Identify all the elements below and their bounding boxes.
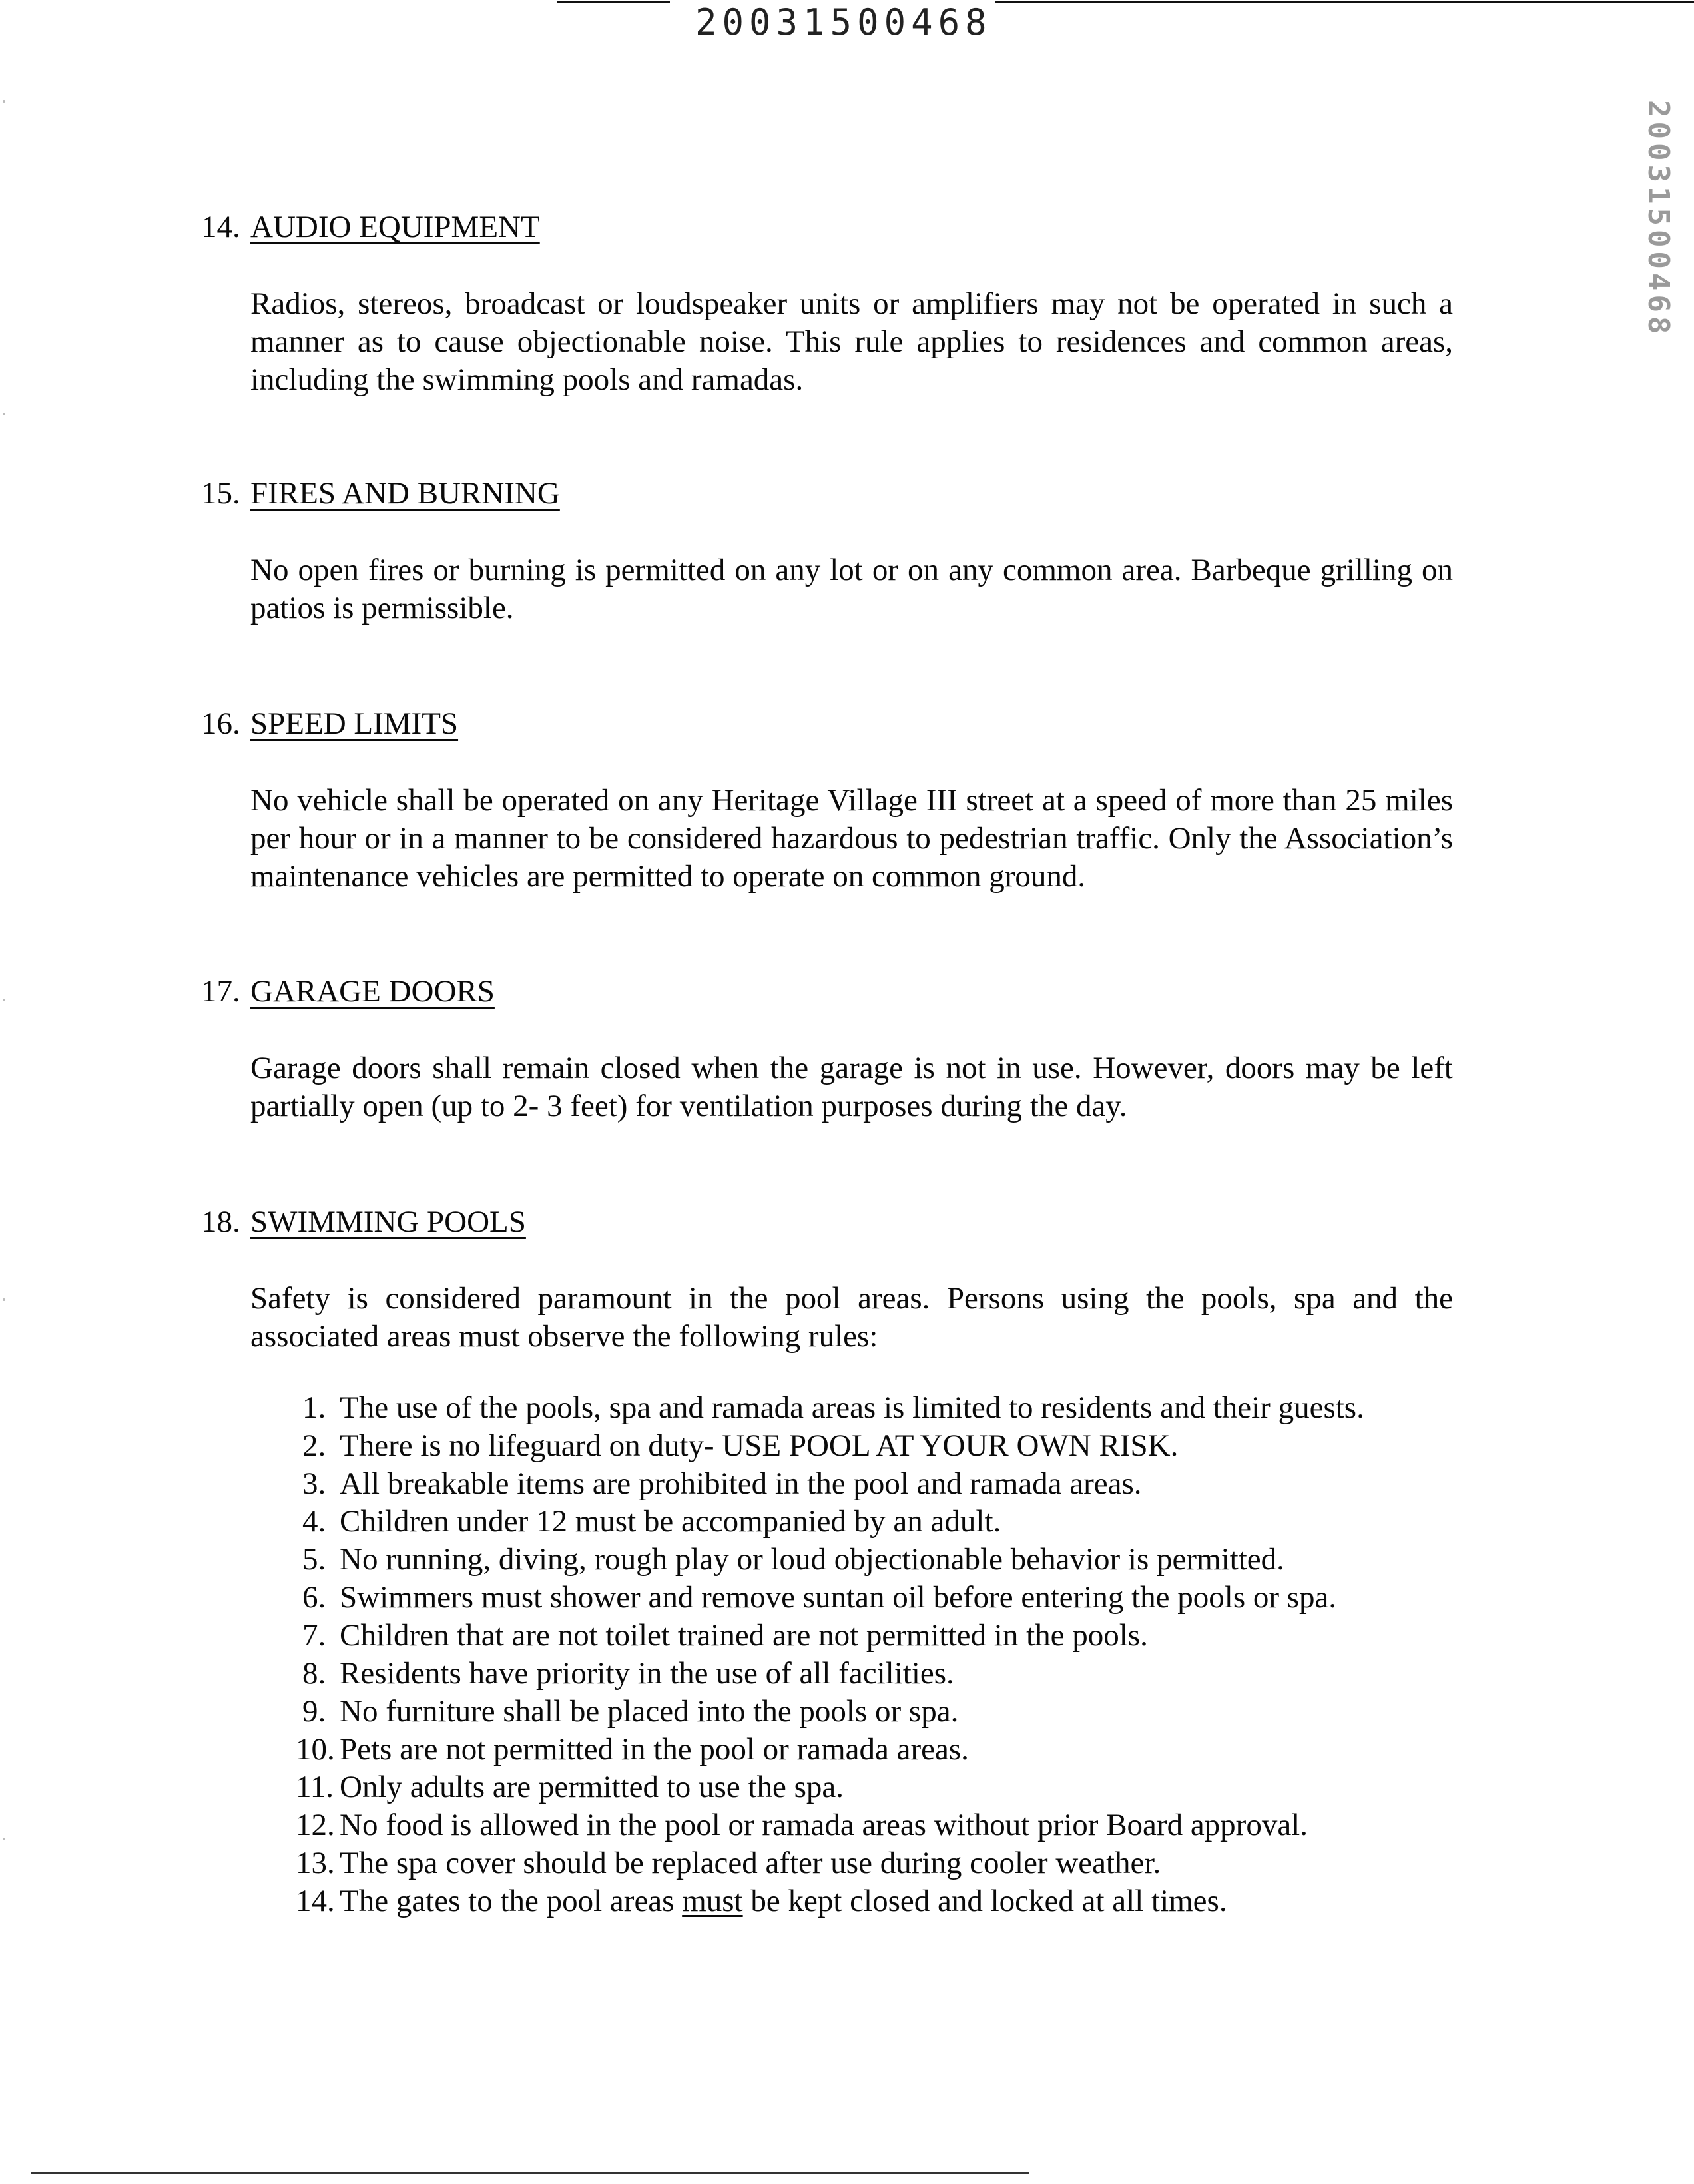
- rule-text: No food is allowed in the pool or ramada areas without prior Board approval.: [340, 1808, 1308, 1842]
- rule-number: 12.: [296, 1808, 335, 1842]
- scan-speck: [3, 100, 5, 103]
- section-fires-and-burning: [201, 474, 1453, 627]
- section-number: 16.: [201, 706, 240, 741]
- rule-number: 11.: [296, 1770, 334, 1804]
- list-item: [296, 1579, 1453, 1617]
- section-number: 14.: [201, 210, 240, 244]
- section-number: 15.: [201, 476, 240, 511]
- section-title: SPEED LIMITS: [250, 706, 459, 741]
- rule-number: 7.: [302, 1618, 326, 1653]
- section-title: SWIMMING POOLS: [250, 1205, 526, 1239]
- section-title: GARAGE DOORS: [250, 974, 495, 1009]
- list-item: [296, 1844, 1453, 1882]
- document-number: 20031500468: [695, 1, 992, 43]
- rule-number: 3.: [302, 1466, 326, 1501]
- scan-speck: [3, 999, 5, 1001]
- pool-rules-list: [296, 1389, 1453, 1920]
- list-item: [296, 1655, 1453, 1693]
- list-item: [296, 1617, 1453, 1655]
- list-item: [296, 1427, 1453, 1465]
- rule-text: The use of the pools, spa and ramada areas is limited to residents and their guests.: [340, 1390, 1364, 1425]
- rule-text: The spa cover should be replaced after use during cooler weather.: [340, 1846, 1161, 1880]
- section-body: Safety is considered paramount in the pool areas. Persons using the pools, spa and the associated areas must observe the following rules:: [250, 1281, 1453, 1354]
- section-garage-doors: [201, 972, 1453, 1125]
- rule-text: Swimmers must shower and remove suntan oil before entering the pools or spa.: [340, 1580, 1337, 1615]
- section-number: 18.: [201, 1205, 240, 1239]
- section-swimming-pools: [201, 1203, 1453, 1920]
- rule-number: 6.: [302, 1580, 326, 1615]
- section-heading: [201, 972, 1453, 1011]
- rule-text: Children that are not toilet trained are not permitted in the pools.: [340, 1618, 1148, 1653]
- rule-number: 8.: [302, 1656, 326, 1691]
- side-stamp-text: 20031500468: [1641, 100, 1675, 338]
- scan-speck: [3, 1838, 5, 1840]
- rule-text-post: be kept closed and locked at all times.: [742, 1884, 1227, 1918]
- list-item: [296, 1769, 1453, 1806]
- rule-text: Pets are not permitted in the pool or ramada areas.: [340, 1732, 969, 1767]
- section-title: AUDIO EQUIPMENT: [250, 210, 540, 244]
- section-heading: [201, 704, 1453, 743]
- scan-speck: [3, 1298, 5, 1301]
- rule-text: There is no lifeguard on duty- USE POOL AT YOUR OWN RISK.: [340, 1428, 1179, 1463]
- section-heading: [201, 208, 1453, 246]
- section-title: FIRES AND BURNING: [250, 476, 560, 511]
- rule-text-pre: The gates to the pool areas: [340, 1884, 683, 1918]
- rule-text-emphasis: must: [682, 1884, 743, 1918]
- top-rule-right: [995, 1, 1694, 3]
- section-heading: [201, 1203, 1453, 1241]
- section-speed-limits: [201, 704, 1453, 896]
- rule-text: Only adults are permitted to use the spa.: [340, 1770, 844, 1804]
- rule-number: 2.: [302, 1428, 326, 1463]
- list-item: [296, 1693, 1453, 1731]
- list-item: [296, 1806, 1453, 1844]
- rule-number: 5.: [302, 1542, 326, 1577]
- rule-text: No running, diving, rough play or loud objectionable behavior is permitted.: [340, 1542, 1284, 1577]
- rule-text: All breakable items are prohibited in the pool and ramada areas.: [340, 1466, 1142, 1501]
- list-item: [296, 1465, 1453, 1503]
- section-heading: [201, 474, 1453, 513]
- section-number: 17.: [201, 974, 240, 1009]
- rule-number: 13.: [296, 1846, 335, 1880]
- list-item: [296, 1541, 1453, 1579]
- scan-speck: [3, 413, 5, 415]
- section-body: No vehicle shall be operated on any Heritage Village III street at a speed of more than 25 miles per hour or in a manner to be considered hazardous to pedestrian traffic. Only the Association’s maintenance vehicles are permitted to operate on common ground.: [250, 783, 1453, 894]
- section-body: Garage doors shall remain closed when the garage is not in use. However, doors may be left partially open (up to 2- 3 feet) for ventilation purposes during the day.: [250, 1051, 1453, 1123]
- list-item: [296, 1882, 1453, 1920]
- rule-number: 10.: [296, 1732, 335, 1767]
- list-item: [296, 1503, 1453, 1541]
- rule-text: Residents have priority in the use of all facilities.: [340, 1656, 954, 1691]
- list-item: [296, 1389, 1453, 1427]
- rule-number: 9.: [302, 1694, 326, 1729]
- side-stamp: [1602, 100, 1675, 338]
- rule-number: 4.: [302, 1504, 326, 1539]
- bottom-rule: [31, 2172, 1029, 2174]
- top-rule-left: [557, 1, 670, 3]
- section-audio-equipment: [201, 208, 1453, 399]
- rule-number: 14.: [296, 1884, 335, 1918]
- section-body: Radios, stereos, broadcast or loudspeaker units or amplifiers may not be operated in such a manner as to cause objectionable noise. This rule applies to residences and common areas, including the swimming pools and ramadas.: [250, 286, 1453, 397]
- rule-text: No furniture shall be placed into the pools or spa.: [340, 1694, 959, 1729]
- rule-number: 1.: [302, 1390, 326, 1425]
- rule-text: Children under 12 must be accompanied by an adult.: [340, 1504, 1001, 1539]
- list-item: [296, 1731, 1453, 1769]
- section-body: No open fires or burning is permitted on any lot or on any common area. Barbeque grilling on patios is permissible.: [250, 553, 1453, 625]
